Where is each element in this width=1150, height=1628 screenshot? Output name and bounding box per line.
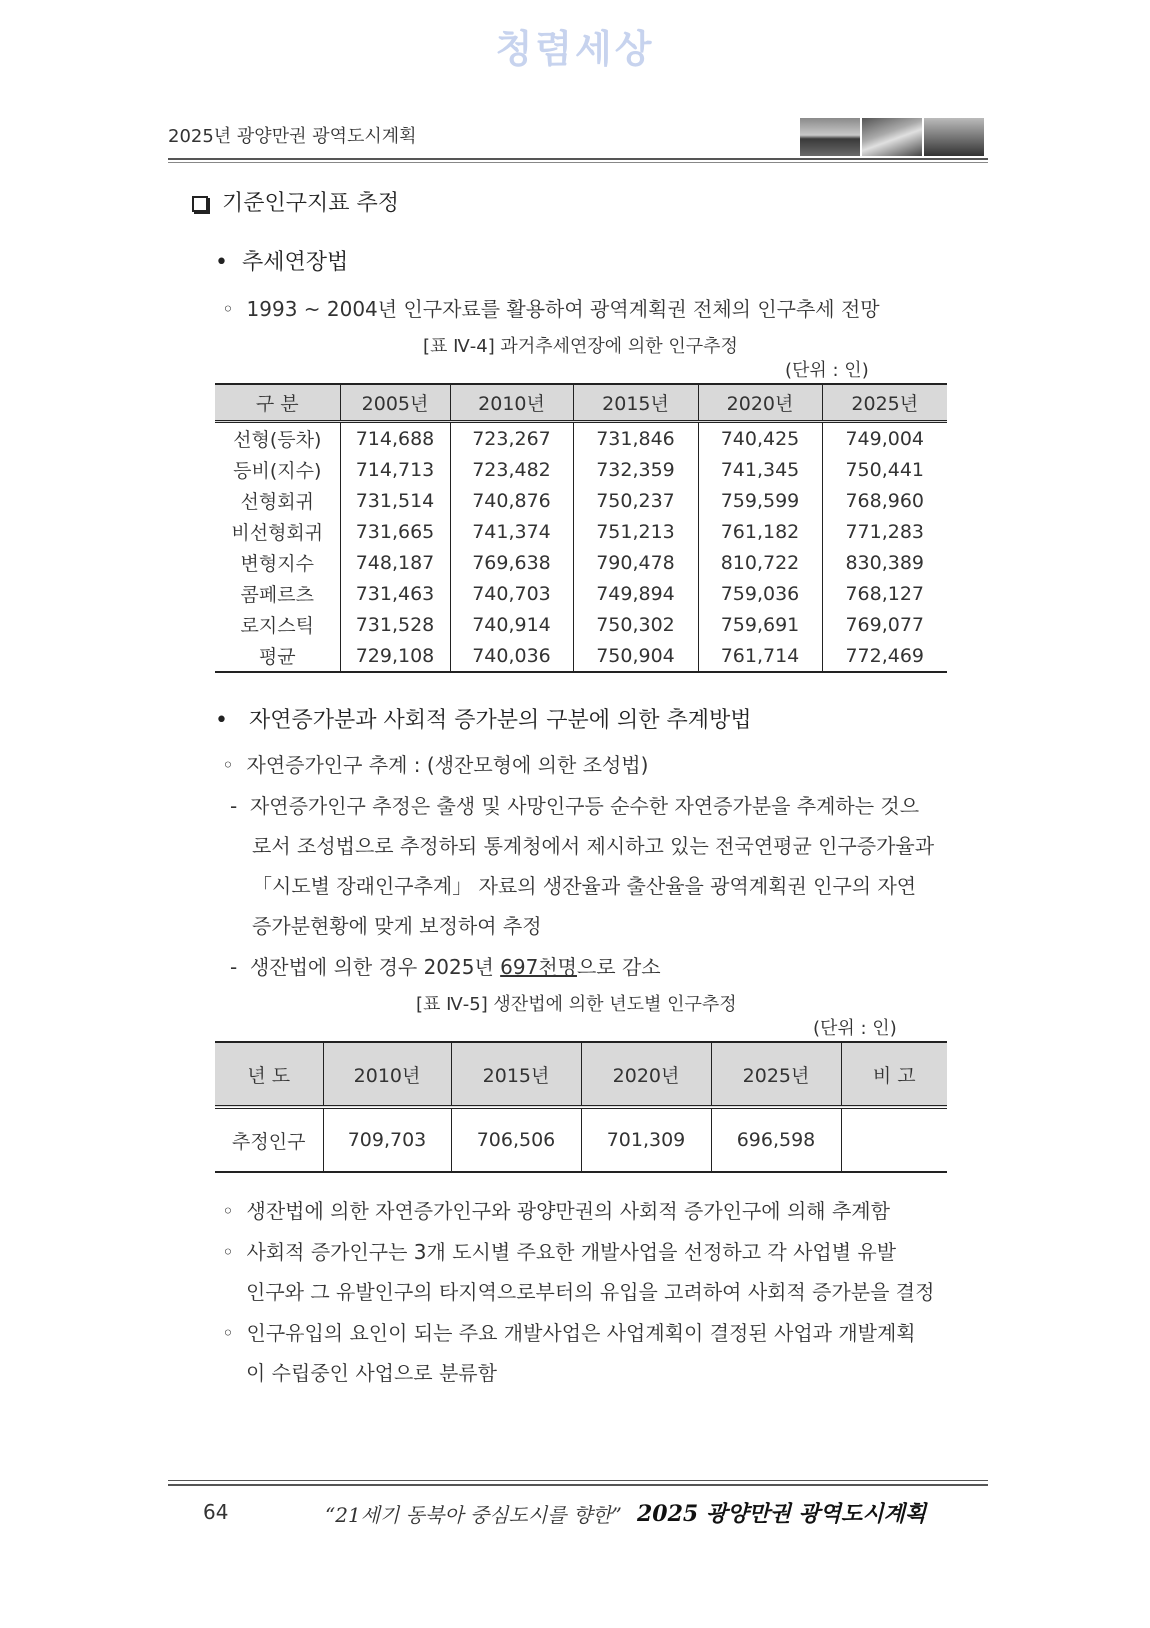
circle-bullet-icon: ◦ [222, 1321, 234, 1345]
header-photo-strip [800, 118, 984, 156]
table-cell: 740,876 [450, 485, 573, 516]
table-cell: 변형지수 [215, 547, 340, 578]
table-cell: 749,004 [822, 422, 947, 455]
table5-header: 2015년 [451, 1042, 581, 1107]
section-heading: 기준인구지표 추정 [192, 186, 399, 217]
table-cell: 759,691 [698, 609, 822, 640]
table-cell: 등비(지수) [215, 454, 340, 485]
sub-item-trend: ◦ 1993 ~ 2004년 인구자료를 활용하여 광역계획권 전체의 인구추세 전망 [222, 297, 880, 321]
table-cell: 749,894 [573, 578, 698, 609]
table-cell: 741,345 [698, 454, 822, 485]
table4-header: 2015년 [573, 384, 698, 422]
dash-item-1-line1: - 자연증가인구 추정은 출생 및 사망인구등 순수한 자연증가분을 추계하는 것으 [230, 794, 920, 818]
bullet-icon: • [215, 708, 228, 733]
table-cell: 750,302 [573, 609, 698, 640]
sub-item-social-line1: ◦ 사회적 증가인구는 3개 도시별 주요한 개발사업을 선정하고 각 사업별 유발 [222, 1240, 897, 1264]
footer-slogan: “21세기 동북아 중심도시를 향한” [325, 1503, 622, 1527]
sub-item-projects-line2: 이 수립중인 사업으로 분류함 [246, 1361, 497, 1385]
sub-item-social-line2: 인구와 그 유발인구의 타지역으로부터의 유입을 고려하여 사회적 증가분을 결정 [246, 1280, 935, 1304]
bullet-increase-method: • 자연증가분과 사회적 증가분의 구분에 의한 추계방법 [215, 708, 752, 733]
table-cell: 790,478 [573, 547, 698, 578]
table-cell: 759,599 [698, 485, 822, 516]
table-cell: 729,108 [340, 640, 450, 672]
table-cell: 706,506 [451, 1107, 581, 1172]
table-cell: 740,703 [450, 578, 573, 609]
table-cell: 731,528 [340, 609, 450, 640]
table5-header-row [215, 1042, 947, 1107]
checkbox-square-icon [192, 196, 208, 212]
table5-header: 2010년 [323, 1042, 451, 1107]
table-cell: 769,077 [822, 609, 947, 640]
table5-header: 년 도 [215, 1042, 323, 1107]
dash-icon: - [230, 955, 238, 979]
table-row [215, 1107, 947, 1172]
table-cell: 731,514 [340, 485, 450, 516]
table5-header: 2020년 [581, 1042, 711, 1107]
table-cell: 선형(등차) [215, 422, 340, 455]
header-photo-3 [924, 118, 984, 156]
bullet-trend-extension: • 추세연장법 [215, 250, 349, 275]
table-cell: 701,309 [581, 1107, 711, 1172]
table-cell: 740,914 [450, 609, 573, 640]
table5-header: 2025년 [711, 1042, 841, 1107]
table-cell: 선형회귀 [215, 485, 340, 516]
table-row [215, 422, 947, 455]
sub-item-survival: ◦ 생잔법에 의한 자연증가인구와 광양만권의 사회적 증가인구에 의해 추계함 [222, 1199, 890, 1223]
circle-bullet-icon: ◦ [222, 753, 234, 777]
header-rule [168, 158, 988, 160]
table-cell: 761,714 [698, 640, 822, 672]
table-cell [841, 1107, 947, 1172]
table-cell: 772,469 [822, 640, 947, 672]
table-row [215, 516, 947, 547]
table-cell: 로지스틱 [215, 609, 340, 640]
sub-item-projects-line1: ◦ 인구유입의 요인이 되는 주요 개발사업은 사업계획이 결정된 사업과 개발계획 [222, 1321, 916, 1345]
table-cell: 768,960 [822, 485, 947, 516]
table-cell: 731,463 [340, 578, 450, 609]
table-cell: 714,688 [340, 422, 450, 455]
table-cell: 830,389 [822, 547, 947, 578]
table5-caption: [표 Ⅳ-5] 생잔법에 의한 년도별 인구추정 [416, 994, 737, 1015]
header-rule-thin [168, 162, 988, 163]
table-cell: 696,598 [711, 1107, 841, 1172]
table-cell: 769,638 [450, 547, 573, 578]
table-cell: 740,036 [450, 640, 573, 672]
table-row [215, 485, 947, 516]
dash-item-2: - 생잔법에 의한 경우 2025년 697천명으로 감소 [230, 955, 661, 979]
table5-unit: (단위 : 인) [813, 1018, 897, 1039]
dash-item-1-line4: 증가분현황에 맞게 보정하여 추정 [252, 914, 542, 938]
table-row [215, 640, 947, 672]
table-cell: 759,036 [698, 578, 822, 609]
table-cell: 732,359 [573, 454, 698, 485]
table-cell: 평균 [215, 640, 340, 672]
table-row [215, 547, 947, 578]
page-number: 64 [203, 1500, 229, 1524]
table4-unit: (단위 : 인) [785, 360, 869, 381]
header-title: 2025년 광양만권 광역도시계획 [168, 126, 417, 147]
table-cell: 추정인구 [215, 1107, 323, 1172]
table4 [215, 383, 947, 673]
table-cell: 731,665 [340, 516, 450, 547]
dash-item-1-line3: 「시도별 장래인구추계」 자료의 생잔율과 출산율을 광역계획권 인구의 자연 [252, 874, 917, 898]
table4-header: 2005년 [340, 384, 450, 422]
table4-caption: [표 Ⅳ-4] 과거추세연장에 의한 인구추정 [423, 336, 738, 357]
header-logo: 청렴세상 [495, 26, 655, 71]
table4-header-row [215, 384, 947, 422]
table-row [215, 609, 947, 640]
table-cell: 731,846 [573, 422, 698, 455]
circle-bullet-icon: ◦ [222, 1240, 234, 1264]
table5-header: 비 고 [841, 1042, 947, 1107]
underlined-value: 697천명 [500, 955, 577, 979]
table-cell: 740,425 [698, 422, 822, 455]
table-cell: 741,374 [450, 516, 573, 547]
dash-icon: - [230, 794, 238, 818]
footer-rule [168, 1484, 988, 1486]
sub-item-natural: ◦ 자연증가인구 추계 : (생잔모형에 의한 조성법) [222, 753, 649, 777]
table4-header: 2020년 [698, 384, 822, 422]
bullet-icon: • [215, 250, 228, 275]
header-photo-2 [862, 118, 922, 156]
table4-header: 2010년 [450, 384, 573, 422]
footer-title: 2025 광양만권 광역도시계획 [637, 1501, 927, 1527]
table-row [215, 454, 947, 485]
circle-bullet-icon: ◦ [222, 1199, 234, 1223]
footer-rule-thin [168, 1480, 988, 1481]
table-cell: 723,482 [450, 454, 573, 485]
table-cell: 771,283 [822, 516, 947, 547]
table-cell: 768,127 [822, 578, 947, 609]
table-cell: 709,703 [323, 1107, 451, 1172]
table-cell: 751,213 [573, 516, 698, 547]
header-photo-1 [800, 118, 860, 156]
table4-header: 구 분 [215, 384, 340, 422]
table-cell: 750,904 [573, 640, 698, 672]
table-cell: 714,713 [340, 454, 450, 485]
table4-header: 2025년 [822, 384, 947, 422]
table-cell: 748,187 [340, 547, 450, 578]
table-cell: 콤페르츠 [215, 578, 340, 609]
dash-item-1-line2: 로서 조성법으로 추정하되 통계청에서 제시하고 있는 전국연평균 인구증가율과 [252, 834, 935, 858]
table-cell: 750,441 [822, 454, 947, 485]
table-cell: 810,722 [698, 547, 822, 578]
table-cell: 비선형회귀 [215, 516, 340, 547]
table-row [215, 578, 947, 609]
table-cell: 750,237 [573, 485, 698, 516]
circle-bullet-icon: ◦ [222, 297, 234, 321]
table-cell: 723,267 [450, 422, 573, 455]
table-cell: 761,182 [698, 516, 822, 547]
table5 [215, 1041, 947, 1173]
